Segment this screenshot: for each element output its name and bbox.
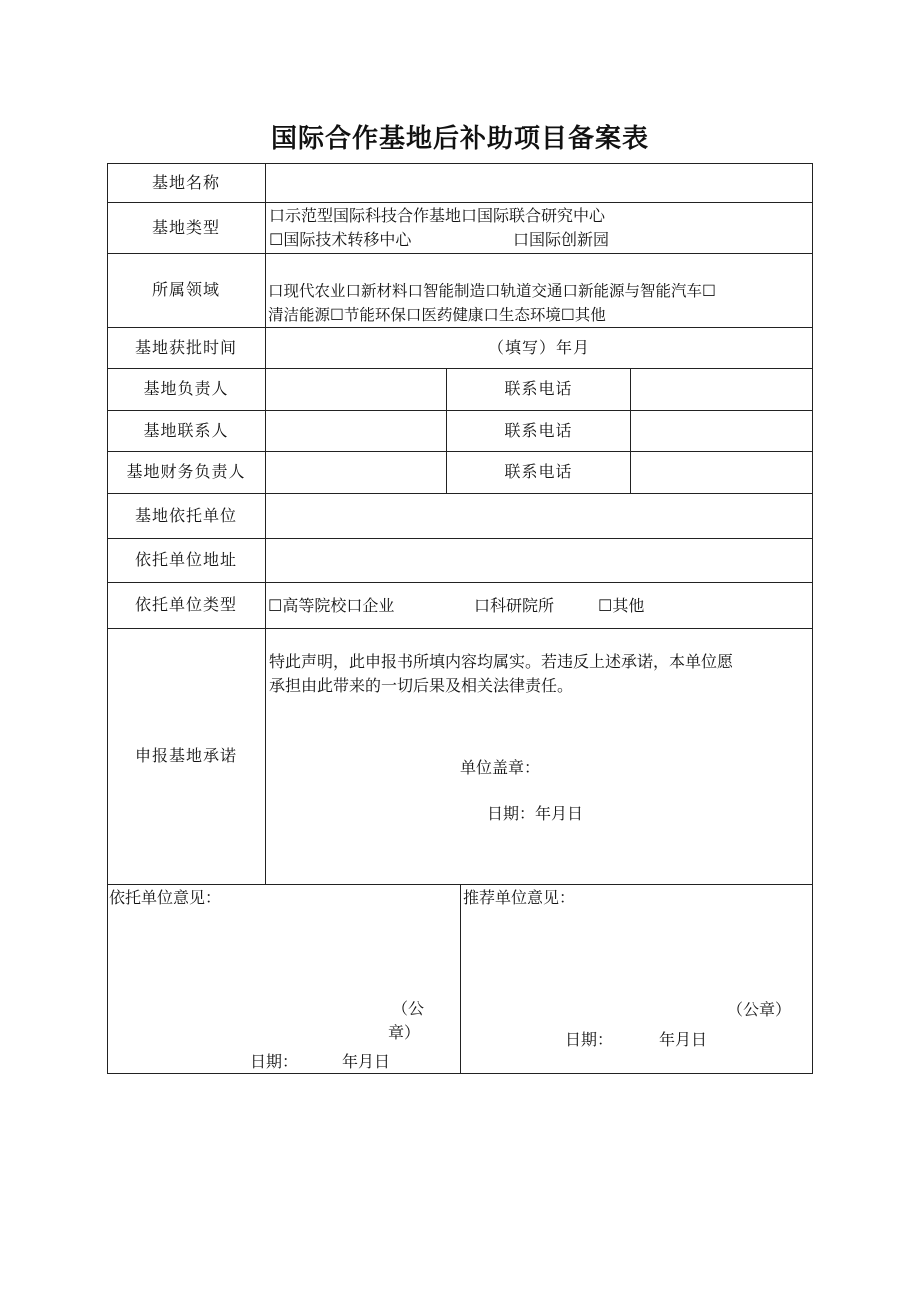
base-type-option-line1[interactable]: 口示范型国际科技合作基地口国际联合研究中心 xyxy=(269,206,606,225)
leader-phone-field[interactable] xyxy=(631,368,812,410)
host-type-option-research-institute[interactable]: 口科研院所 xyxy=(474,596,555,615)
host-opinion-date-label: 日期： xyxy=(250,1052,299,1071)
host-unit-label: 基地依托单位 xyxy=(134,505,237,525)
finance-leader-field[interactable] xyxy=(266,451,446,493)
field-options-line2[interactable]: 清洁能源☐节能环保口医药健康口生态环境☐其他 xyxy=(268,306,606,324)
host-address-label: 依托单位地址 xyxy=(134,550,237,569)
leader-field[interactable] xyxy=(266,368,446,410)
approval-time-field[interactable]: （填写）年月 xyxy=(487,337,590,357)
field-options-line1[interactable]: 口现代农业口新材料口智能制造口轨道交通口新能源与智能汽车☐ xyxy=(268,282,716,300)
contact-label: 基地联系人 xyxy=(143,420,229,440)
finance-leader-label: 基地财务负责人 xyxy=(126,462,246,481)
approval-time-label: 基地获批时间 xyxy=(134,337,237,357)
host-type-option-university-enterprise[interactable]: ☐高等院校口企业 xyxy=(268,596,395,615)
finance-phone-label: 联系电话 xyxy=(504,462,573,481)
pledge-text-line2: 承担由此带来的一切后果及相关法律责任。 xyxy=(269,676,574,695)
host-unit-field[interactable] xyxy=(266,493,812,538)
pledge-text-line1: 特此声明，此申报书所填内容均属实。若违反上述承诺，本单位愿 xyxy=(269,652,734,671)
contact-phone-field[interactable] xyxy=(631,410,812,451)
host-opinion-label: 依托单位意见： xyxy=(109,888,222,907)
host-type-label: 依托单位类型 xyxy=(134,595,237,614)
base-name-field[interactable] xyxy=(266,163,812,202)
recommend-opinion-date-value: 年月日 xyxy=(659,1030,708,1049)
leader-phone-label: 联系电话 xyxy=(504,379,573,398)
recommend-opinion-label: 推荐单位意见： xyxy=(463,888,576,907)
host-opinion-seal-part2: 章） xyxy=(388,1023,421,1042)
base-type-option-tech-transfer[interactable]: ☐国际技术转移中心 xyxy=(269,230,412,249)
host-type-option-other[interactable]: ☐其他 xyxy=(598,596,645,615)
host-opinion-date-value: 年月日 xyxy=(342,1052,391,1071)
recommend-opinion-date-label: 日期： xyxy=(565,1030,614,1049)
contact-field[interactable] xyxy=(266,410,446,451)
recommend-opinion-seal: （公章） xyxy=(727,1000,792,1019)
host-opinion-seal-part1: （公 xyxy=(392,999,425,1018)
leader-label: 基地负责人 xyxy=(143,379,229,398)
page-title: 国际合作基地后补助项目备案表 xyxy=(270,124,649,154)
recommend-opinion-field[interactable] xyxy=(461,910,812,1000)
base-name-label: 基地名称 xyxy=(151,172,220,192)
host-opinion-field[interactable] xyxy=(108,910,460,1000)
finance-phone-field[interactable] xyxy=(631,451,812,493)
field-label: 所属领域 xyxy=(151,280,220,299)
pledge-seal-label: 单位盖章： xyxy=(460,758,541,777)
base-type-option-innovation-park[interactable]: 口国际创新园 xyxy=(513,230,610,249)
base-type-label: 基地类型 xyxy=(151,217,220,237)
contact-phone-label: 联系电话 xyxy=(504,420,573,440)
pledge-date-label: 日期：年月日 xyxy=(487,804,584,823)
host-address-field[interactable] xyxy=(266,538,812,582)
pledge-label: 申报基地承诺 xyxy=(134,746,237,765)
